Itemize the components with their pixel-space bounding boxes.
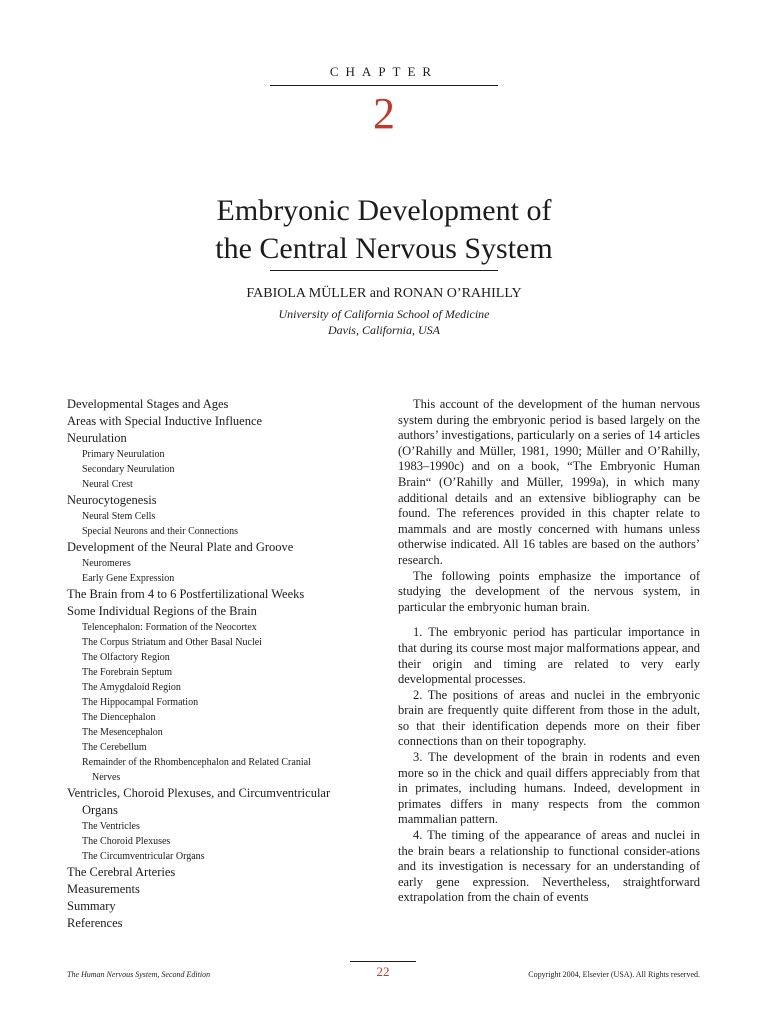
title-line-1: Embryonic Development of bbox=[216, 194, 552, 227]
toc-section: References bbox=[67, 916, 123, 930]
body-paragraph: 3. The development of the brain in rodents and even more so in the chick and quail differs appreciably from that in primates, including humans. Indeed, development in primates differs in many respects from the common mammalian pattern. bbox=[398, 750, 700, 827]
affiliation bbox=[150, 306, 618, 338]
body-paragraph: The following points emphasize the importance of studying the development of the nervous system, in particular the embryonic human brain. bbox=[398, 568, 700, 614]
toc-section: Organs bbox=[82, 803, 118, 817]
title-line-2: the Central Nervous System bbox=[215, 232, 553, 265]
body-paragraph: 1. The embryonic period has particular importance in that during its course most major malformations appear, and their origin and timing are related to very early developmental processes. bbox=[398, 625, 700, 687]
toc-subsection: The Cerebellum bbox=[82, 742, 147, 753]
toc-subsection: Neural Crest bbox=[82, 479, 133, 490]
chapter-number: 2 bbox=[373, 89, 395, 138]
toc-subsection: Neural Stem Cells bbox=[82, 511, 156, 522]
toc-subsection: The Ventricles bbox=[82, 821, 140, 832]
footer-page-rule bbox=[350, 961, 416, 962]
authors: FABIOLA MÜLLER and RONAN O’RAHILLY bbox=[246, 286, 522, 301]
body-paragraph: 4. The timing of the appearance of areas and nuclei in the brain bears a relationship to functional consider-ations and its investigation is necessary for an understanding of early gene expression. Nevertheless, straightforward extrapolation from the chain of events bbox=[398, 828, 700, 905]
toc-section: Summary bbox=[67, 899, 116, 913]
affiliation-line-1: University of California School of Medicine bbox=[278, 307, 490, 321]
toc-section: Some Individual Regions of the Brain bbox=[67, 604, 257, 618]
toc-subsection: The Hippocampal Formation bbox=[82, 697, 199, 708]
toc-section: Areas with Special Inductive Influence bbox=[67, 414, 263, 428]
toc-subsection: The Mesencephalon bbox=[82, 727, 163, 738]
toc-subsection: Remainder of the Rhombencephalon and Related Cranial bbox=[82, 757, 311, 768]
body-paragraph: 2. The positions of areas and nuclei in the embryonic brain are frequently quite different from those in the adult, so that their identification depends more on their fiber connections than on their topography. bbox=[398, 687, 700, 749]
toc-section: Ventricles, Choroid Plexuses, and Circumventricular bbox=[67, 786, 331, 800]
toc-subsection: The Corpus Striatum and Other Basal Nuclei bbox=[82, 637, 262, 648]
toc-subsection: The Diencephalon bbox=[82, 712, 156, 723]
toc-section: The Cerebral Arteries bbox=[67, 865, 176, 879]
toc-section: Measurements bbox=[67, 882, 140, 896]
toc-subsection: The Forebrain Septum bbox=[82, 667, 172, 678]
toc-section: The Brain from 4 to 6 Postfertilizational Weeks bbox=[67, 587, 305, 601]
chapter-title bbox=[150, 192, 618, 268]
toc-subsection: Early Gene Expression bbox=[82, 573, 175, 584]
footer-book-title: The Human Nervous System, Second Edition bbox=[67, 970, 211, 979]
toc-subsection: The Olfactory Region bbox=[82, 652, 170, 663]
footer-copyright: Copyright 2004, Elsevier (USA). All Rights reserved. bbox=[528, 970, 700, 979]
page-number: 22 bbox=[376, 964, 390, 979]
body-column bbox=[398, 397, 700, 906]
toc-subsection: The Amygdaloid Region bbox=[82, 682, 181, 693]
toc-section: Developmental Stages and Ages bbox=[67, 397, 229, 411]
toc-section: Neurulation bbox=[67, 431, 127, 445]
toc-subsection: Telencephalon: Formation of the Neocortex bbox=[82, 622, 257, 633]
toc-subsection: The Choroid Plexuses bbox=[82, 836, 171, 847]
table-of-contents bbox=[67, 396, 367, 932]
toc-subsection: Special Neurons and their Connections bbox=[82, 526, 239, 537]
affiliation-line-2: Davis, California, USA bbox=[327, 323, 440, 337]
toc-subsection: Secondary Neurulation bbox=[82, 464, 175, 475]
chapter-label: CHAPTER bbox=[329, 64, 439, 79]
title-underline bbox=[270, 270, 498, 271]
toc-section: Development of the Neural Plate and Groove bbox=[67, 540, 294, 554]
toc-subsection: Nerves bbox=[92, 772, 121, 783]
toc-section: Neurocytogenesis bbox=[67, 493, 157, 507]
toc-subsection: The Circumventricular Organs bbox=[82, 851, 205, 862]
toc-subsection: Primary Neurulation bbox=[82, 449, 165, 460]
toc-subsection: Neuromeres bbox=[82, 558, 131, 569]
body-paragraph: This account of the development of the human nervous system during the embryonic period is based largely on the authors’ investigations, particularly on a series of 14 articles (O’Rahilly and Müller, 1981, 1990; Müller and O’Rahilly, 1983–1990c) and on a book, “The Embryonic Human Brain“ (O’Rahilly and Müller, 1999a), in which many additional details and an extensive bibliography can be found. The references provided in this chapter relate to mammals and are mostly concerned with humans unless otherwise indicated. All 16 tables are based on the authors’ research. bbox=[398, 397, 700, 567]
